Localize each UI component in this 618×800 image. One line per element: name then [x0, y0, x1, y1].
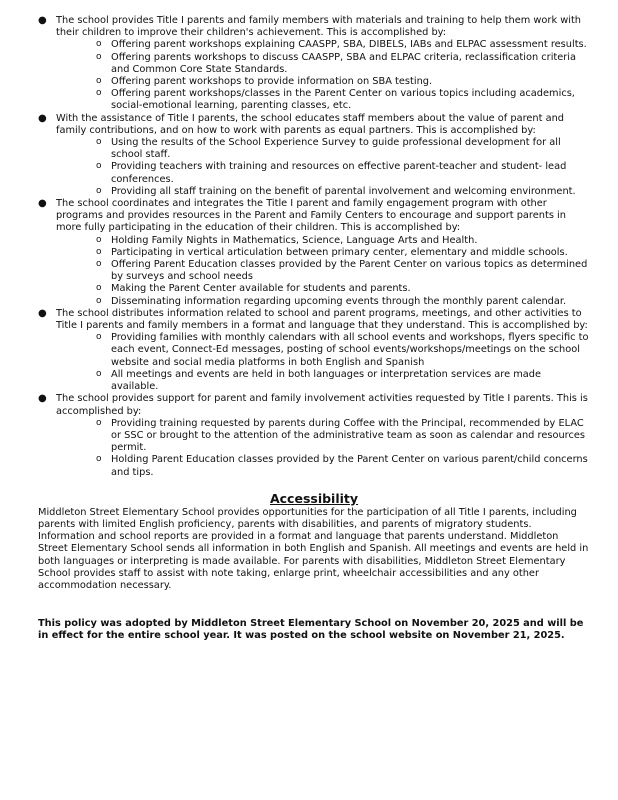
- sub-item-text: Offering parent workshops explaining CAASPP, SBA, DIBELS, IABs and ELPAC assessment results.: [111, 39, 587, 51]
- sub-item-text: Using the results of the School Experience Survey to guide professional development for all school staff.: [111, 137, 561, 161]
- circle-bullet-icon: o: [96, 454, 102, 465]
- bullet-item: [38, 393, 590, 478]
- sub-item: [96, 88, 590, 112]
- sub-item: [96, 332, 590, 369]
- bullet-icon: ●: [38, 15, 47, 26]
- bullet-list: [38, 15, 590, 479]
- circle-bullet-icon: o: [96, 283, 102, 294]
- bullet-text: The school coordinates and integrates the Title I parent and family engagement program with other programs and provides resources in the Parent and Family Centers to encourage and support parents in more fully participating in the education of their children. This is accomplished by:: [56, 198, 566, 234]
- sub-item-text: Providing families with monthly calendars with all school events and workshops, flyers specific to each event, Connect-Ed messages, posting of school events/workshops/meetings on the school website and social media platforms in both English and Spanish: [111, 332, 589, 368]
- circle-bullet-icon: o: [96, 234, 102, 245]
- circle-bullet-icon: o: [96, 295, 102, 306]
- circle-bullet-icon: o: [96, 39, 102, 50]
- bullet-item: [38, 308, 590, 393]
- sub-item: [96, 76, 590, 88]
- circle-bullet-icon: o: [96, 185, 102, 196]
- sub-list: [56, 418, 590, 479]
- sub-item-text: Providing all staff training on the benefit of parental involvement and welcoming environment.: [111, 185, 576, 197]
- sub-item-text: Making the Parent Center available for students and parents.: [111, 283, 411, 295]
- circle-bullet-icon: o: [96, 51, 102, 62]
- bullet-icon: ●: [38, 112, 47, 124]
- sub-item: [96, 283, 590, 295]
- circle-bullet-icon: o: [96, 88, 102, 99]
- policy-statement: This policy was adopted by Middleton Street Elementary School on November 20, 2025 and will be in effect for the entire school year. It was posted on the school website on November 21, 2025.: [38, 618, 584, 642]
- bullet-icon: ●: [38, 198, 47, 210]
- sub-item: [96, 454, 590, 478]
- sub-item-text: Providing teachers with training and resources on effective parent-teacher and student- lead conferences.: [111, 161, 567, 185]
- circle-bullet-icon: o: [96, 137, 102, 148]
- sub-item: [96, 186, 590, 198]
- sub-item-text: Offering Parent Education classes provided by the Parent Center on various topics as determined by surveys and school needs: [111, 259, 588, 283]
- bullet-text: The school provides Title I parents and family members with materials and training to help them work with their children to improve their children's achievement. This is accomplished by:: [56, 15, 582, 39]
- circle-bullet-icon: o: [96, 76, 102, 87]
- bullet-item: [38, 113, 590, 198]
- sub-item-text: Disseminating information regarding upcoming events through the monthly parent calendar.: [111, 295, 567, 307]
- bullet-text: With the assistance of Title I parents, the school educates staff members about the value of parent and family contributions, and on how to work with parents as equal partners. This is accomplished by:: [56, 112, 565, 136]
- sub-list: [56, 39, 590, 112]
- circle-bullet-icon: o: [96, 332, 102, 343]
- sub-item: [96, 259, 590, 283]
- sub-list: [56, 137, 590, 198]
- accessibility-heading: Accessibility: [269, 490, 359, 506]
- bullet-item: [38, 15, 590, 113]
- sub-item: [96, 39, 590, 51]
- circle-bullet-icon: o: [96, 246, 102, 257]
- sub-list: [56, 332, 590, 393]
- circle-bullet-icon: o: [96, 259, 102, 270]
- circle-bullet-icon: o: [96, 161, 102, 172]
- sub-item: [96, 369, 590, 393]
- sub-item-text: Offering parent workshops to provide information on SBA testing.: [111, 76, 433, 88]
- sub-item-text: Holding Parent Education classes provided by the Parent Center on various parent/child concerns and tips.: [111, 454, 588, 478]
- bullet-text: The school distributes information related to school and parent programs, meetings, and other activities to Title I parents and family members in a format and language that they understand. This is accomplished by:: [56, 307, 588, 332]
- bullet-icon: ●: [38, 393, 47, 405]
- circle-bullet-icon: o: [96, 368, 102, 379]
- sub-item-text: All meetings and events are held in both languages or interpretation services are made available.: [111, 368, 542, 393]
- sub-item: [96, 235, 590, 247]
- bullet-item: [38, 198, 590, 308]
- circle-bullet-icon: o: [96, 417, 102, 428]
- sub-item-text: Participating in vertical articulation between primary center, elementary and middle schools.: [111, 246, 568, 258]
- sub-item-text: Providing training requested by parents during Coffee with the Principal, recommended by ELAC or SSC or brought to the attention of the administrative team as soon as calendar and resources permit.: [111, 417, 585, 454]
- sub-item-text: Offering parent workshops/classes in the Parent Center on various topics including academics, social-emotional learning, parenting classes, etc.: [111, 88, 575, 112]
- sub-item: [96, 52, 590, 76]
- accessibility-paragraph: Middleton Street Elementary School provides opportunities for the participation of all Title I parents, including parents with limited English proficiency, parents with disabilities, and parents of migratory students. Information and school reports are provided in a format and language that parents understand. Middleton Street Elementary School sends all information in both English and Spanish. All meetings and events are held in both languages or interpreting is made available. For parents with disabilities, Middleton Street Elementary School provides staff to assist with note taking, enlarge print, wheelchair accessibilities and any other accommodation necessary.: [38, 506, 589, 591]
- sub-item-text: Offering parents workshops to discuss CAASPP, SBA and ELPAC criteria, reclassification criteria and Common Core State Standards.: [111, 51, 577, 75]
- bullet-text: The school provides support for parent and family involvement activities requested by Title I parents. This is accomplished by:: [56, 393, 588, 417]
- bullet-icon: ●: [38, 307, 47, 319]
- sub-item: [96, 137, 590, 161]
- sub-list: [56, 235, 590, 308]
- sub-item: [96, 296, 590, 308]
- sub-item: [96, 161, 590, 185]
- sub-item: [96, 418, 590, 455]
- sub-item: [96, 247, 590, 259]
- sub-item-text: Holding Family Nights in Mathematics, Science, Language Arts and Health.: [111, 234, 478, 246]
